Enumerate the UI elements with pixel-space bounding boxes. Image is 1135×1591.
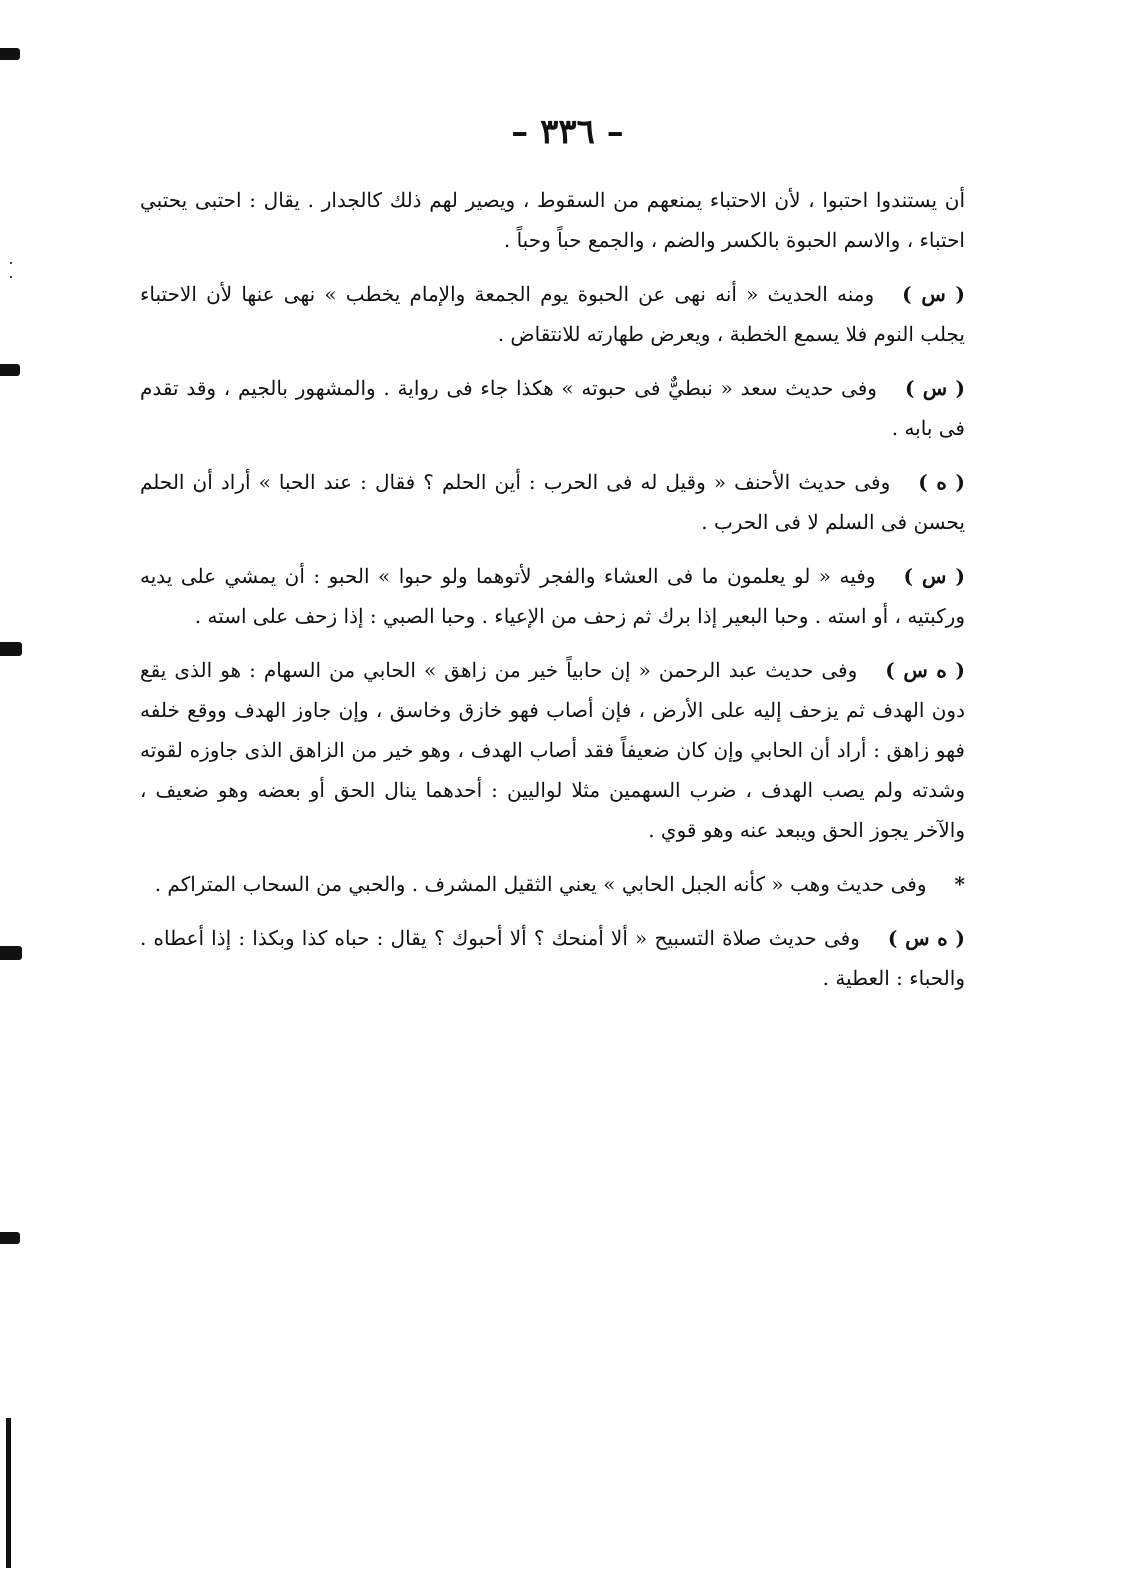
page-number: – ٣٣٦ –: [511, 112, 624, 152]
paragraph-text: وفى حديث سعد « نبطيٌّ فى حبوته » هكذا جاء فى رواية . والمشهور بالجيم ، وقد تقدم فى بابه .: [140, 376, 965, 440]
page-edge-mark-1: [0, 48, 20, 60]
page-edge-mark-3: [0, 642, 22, 656]
source-marker: *: [954, 872, 965, 896]
page-edge-mark-5: [0, 1232, 20, 1244]
paragraph-text: وفى حديث وهب « كأنه الجبل الحابي » يعني الثقيل المشرف . والحبي من السحاب المتراكم .: [154, 872, 927, 896]
paragraph-2: [140, 274, 965, 354]
source-marker: ( ه س ): [887, 926, 965, 950]
paragraph-7: [140, 864, 965, 904]
paragraph-8: [140, 918, 965, 998]
page-edge-dots: [10, 262, 12, 278]
paragraph-text: وفى حديث عبد الرحمن « إن حابياً خير من زاهق » الحابي من السهام : هو الذى يقع دون الهدف ثم يزحف إليه على الأرض ، فإن أصاب فهو خازق وخاسق ، وإن جاوز الهدف ووقع خلفه فهو زاهق : أراد أن الحابي وإن كان ضعيفاً فقد أصاب الهدف ، وهو خير من الزاهق الذى جاوزه لقوته وشدته ولم يصب الهدف ، ضرب السهمين مثلا لواليين : أحدهما ينال الحق أو بعضه وهو ضعيف ، والآخر يجوز الحق ويبعد عنه وهو قوي .: [140, 658, 965, 842]
page-edge-mark-4: [0, 946, 22, 960]
paragraph-3: [140, 368, 965, 448]
paragraph-4: [140, 462, 965, 542]
page-edge-mark-2: [0, 364, 20, 376]
paragraph-text: وفى حديث صلاة التسبيح « ألا أمنحك ؟ ألا أحبوك ؟ يقال : حباه كذا وبكذا : إذا أعطاه . والحباء : العطية .: [140, 926, 965, 990]
paragraph-text: ومنه الحديث « أنه نهى عن الحبوة يوم الجمعة والإمام يخطب » نهى عنها لأن الاحتباء يجلب النوم فلا يسمع الخطبة ، ويعرض طهارته للانتقاض .: [140, 282, 965, 346]
page-body: [140, 180, 965, 1012]
paragraph-text: أن يستندوا احتبوا ، لأن الاحتباء يمنعهم من السقوط ، ويصير لهم ذلك كالجدار . يقال : احتبى يحتبي احتباء ، والاسم الحبوة بالكسر والضم ، والجمع حباً وحباً .: [140, 188, 965, 252]
paragraph-text: وفى حديث الأحنف « وقيل له فى الحرب : أين الحلم ؟ فقال : عند الحبا » أراد أن الحلم يحسن فى السلم لا فى الحرب .: [140, 470, 965, 534]
page-edge-bar: [6, 1418, 11, 1568]
source-marker: ( ه ): [918, 470, 965, 494]
source-marker: ( س ): [903, 564, 965, 588]
source-marker: ( س ): [902, 282, 965, 306]
paragraph-6: [140, 650, 965, 850]
source-marker: ( س ): [904, 376, 966, 400]
source-marker: ( ه س ): [885, 658, 965, 682]
paragraph-1: [140, 180, 965, 260]
paragraph-text: وفيه « لو يعلمون ما فى العشاء والفجر لأتوهما ولو حبوا » الحبو : أن يمشي على يديه وركبتيه ، أو استه . وحبا البعير إذا برك ثم زحف من الإعياء . وحبا الصبي : إذا زحف على استه .: [140, 564, 965, 628]
paragraph-5: [140, 556, 965, 636]
